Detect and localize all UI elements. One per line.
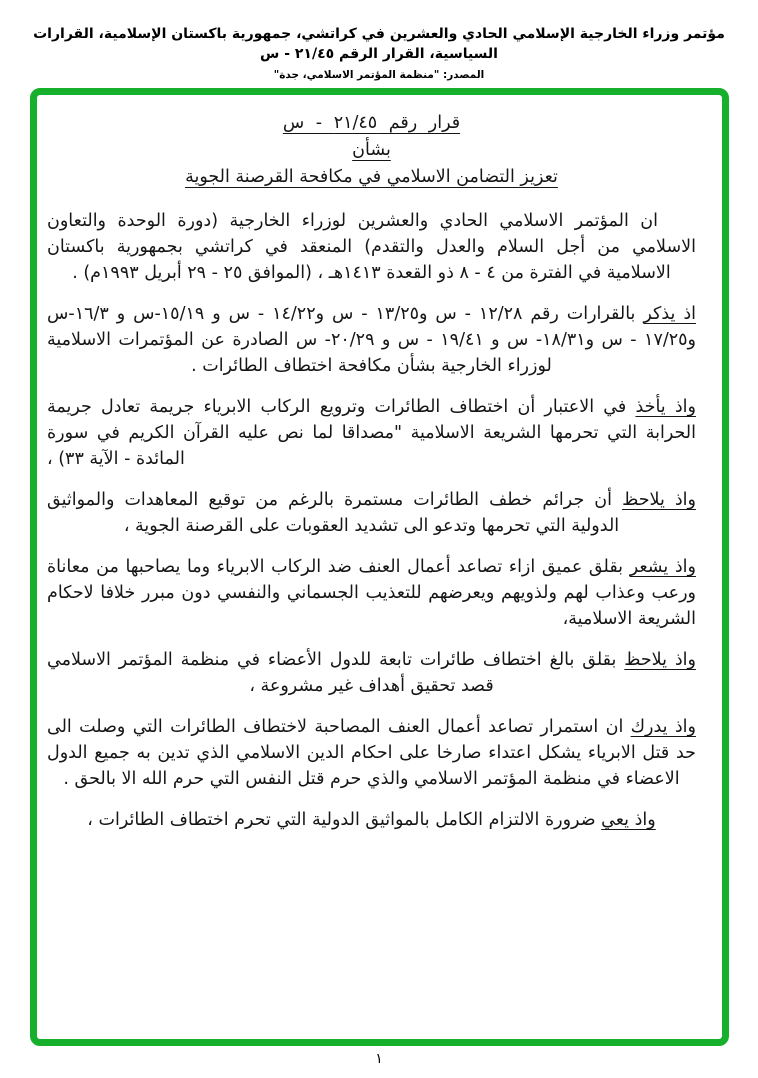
paragraph-text: بقلق بالغ اختطاف طائرات تابعة للدول الأعضاء في منظمة المؤتمر الاسلامي قصد تحقيق أهداف غير مشروعة ،: [47, 650, 617, 696]
paragraph-text: ان المؤتمر الاسلامي الحادي والعشرين لوزراء الخارجية (دورة الوحدة والتعاون الاسلامي من أجل السلام والعدل والتقدم) المنعقد في كراتشي بجمهورية باكستان الاسلامية في الفترة من ٤ - ٨ ذو القعدة ١٤١٣هـ ، (الموافق ٢٥ - ٢٩ أبريل ١٩٩٣م) .: [47, 211, 696, 283]
source-header-title: مؤتمر وزراء الخارجية الإسلامي الحادي والعشرين في كراتشي، جمهورية باكستان الإسلامية، القرارات السياسية، القرار الرقم ٢١/٤٥ - س: [33, 26, 725, 62]
paragraph-lead: واذ يعي: [601, 810, 656, 830]
source-header: [0, 24, 758, 81]
paragraph-text: بقلق عميق ازاء تصاعد أعمال العنف ضد الركاب الابرياء وما يصاحبها من معاناة ورعب وعذاب لهم ولذويهم ويعرضهم للتعذيب الجسماني والنفسي دون مبرر خلافا لاحكام الشريعة الاسلامية،: [47, 557, 696, 629]
regarding-title: [47, 137, 696, 164]
document-body: [37, 95, 722, 1039]
paragraph-aware: [47, 807, 696, 833]
subject-text: تعزيز التضامن الاسلامي في مكافحة القرصنة الجوية: [185, 167, 558, 187]
paragraph-lead: واذ يلاحظ: [622, 490, 696, 510]
page-number: ١: [375, 1051, 383, 1067]
resolution-number-text: قرار رقم ٢١/٤٥ - س: [282, 113, 461, 133]
green-document-frame: [30, 88, 729, 1046]
paragraph-text: في الاعتبار أن اختطاف الطائرات وترويع الركاب الابرياء جريمة تعادل جريمة الحرابة التي تحرمها الشريعة الاسلامية "مصداقا لما نص عليه القرآن الكريم في سورة المائدة - الآية ٣٣) ،: [47, 397, 696, 469]
paragraph-text: أن جرائم خطف الطائرات مستمرة بالرغم من توقيع المعاهدات والمواثيق الدولية التي تحرمها وتدعو الى تشديد العقوبات على القرصنة الجوية ،: [47, 490, 620, 536]
paragraph-lead: اذ يذكر: [643, 304, 696, 324]
resolution-number-title: [47, 110, 696, 137]
paragraph-preamble: [47, 208, 696, 286]
regarding-text: بشأن: [352, 140, 391, 160]
source-header-attribution: المصدر: "منظمة المؤتمر الاسلامي، جدة": [273, 69, 485, 81]
paragraph-noting-grave-concern: [47, 647, 696, 699]
paragraph-lead: واذ يلاحظ: [624, 650, 696, 670]
paragraph-lead: واذ يأخذ: [635, 397, 696, 417]
paragraph-text: ان استمرار تصاعد أعمال العنف المصاحبة لاختطاف الطائرات التي وصلت الى حد قتل الابرياء يشكل اعتداء صارخا على احكام الدين الاسلامي الذي تدين به جميع الدول الاعضاء في منظمة المؤتمر الاسلامي والذي حرم قتل النفس التي حرم الله الا بالحق .: [47, 717, 696, 789]
paragraph-text: ضرورة الالتزام الكامل بالمواثيق الدولية التي تحرم اختطاف الطائرات ،: [87, 810, 596, 830]
paragraph-text: بالقرارات رقم ١٢/٢٨ - س و١٣/٢٥ - س و١٤/٢٢ - س و ١٥/١٩-س و ١٦/٣-س و١٧/٢٥ - س و١٨/٣١- س و ١٩/٤١ - س و ٢٠/٢٩- س الصادرة عن المؤتمرات الاسلامية لوزراء الخارجية بشأن مكافحة اختطاف الطائرات .: [47, 304, 696, 376]
paragraph-deep-concern: [47, 554, 696, 632]
paragraph-lead: واذ يدرك: [630, 717, 696, 737]
paragraph-noting: [47, 487, 696, 539]
title-block: [47, 110, 696, 191]
paragraph-taking-into-account: [47, 394, 696, 472]
paragraph-lead: واذ يشعر: [629, 557, 696, 577]
paragraph-recalling: [47, 301, 696, 379]
subject-title: [47, 164, 696, 191]
paragraph-realizing: [47, 714, 696, 792]
